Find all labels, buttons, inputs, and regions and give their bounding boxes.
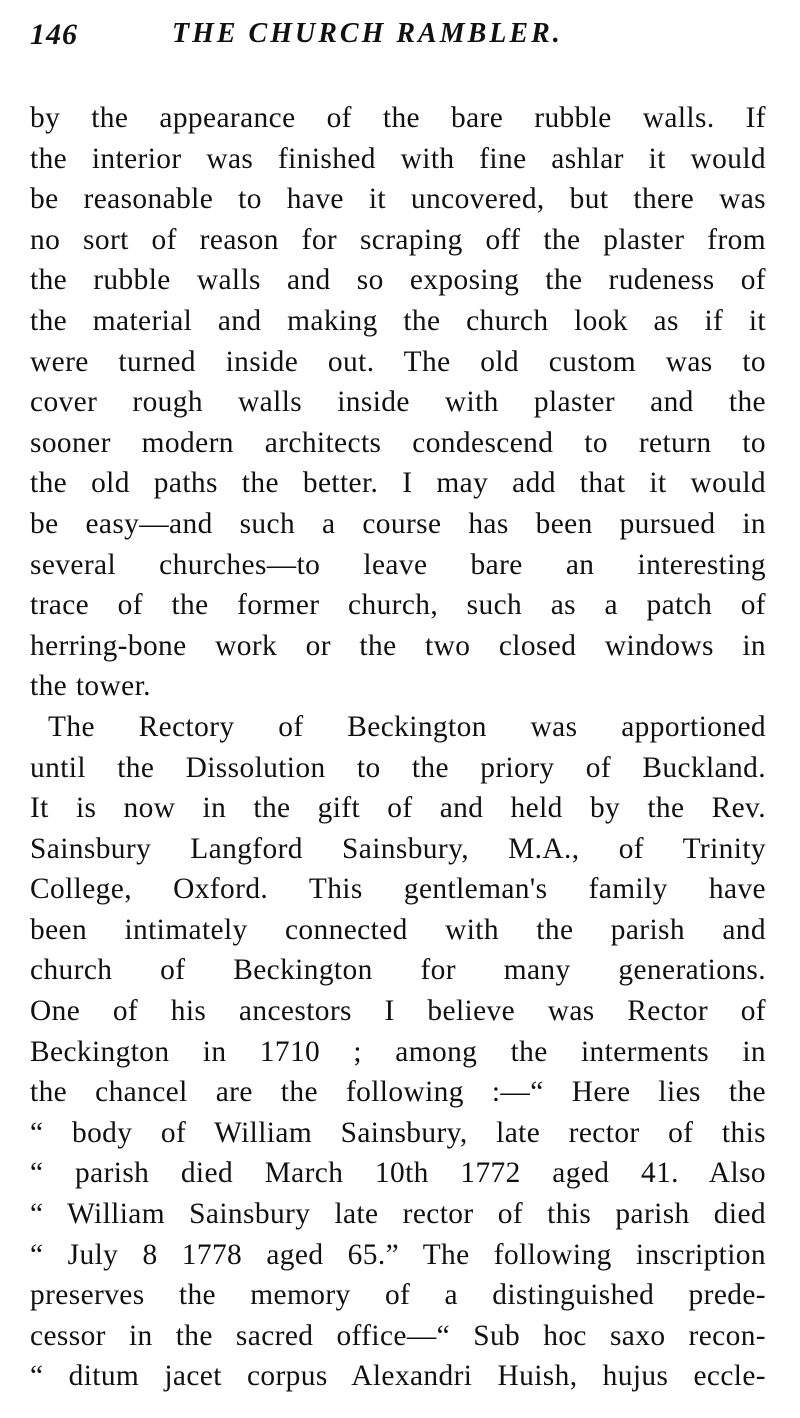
text-line: “ July 8 1778 aged 65.” The following inscription bbox=[30, 1238, 766, 1271]
running-title: THE CHURCH RAMBLER. bbox=[172, 18, 563, 49]
text-line: cover rough walls inside with plaster and the bbox=[30, 386, 766, 419]
text-line: the tower. bbox=[30, 670, 151, 703]
text-line: the material and making the church look as if it bbox=[30, 304, 766, 337]
text-line: College, Oxford. This gentleman's family have bbox=[30, 873, 766, 906]
text-line: no sort of reason for scraping off the plaster from bbox=[30, 223, 766, 256]
text-line: “ body of William Sainsbury, late rector of this bbox=[30, 1116, 766, 1149]
text-line: be reasonable to have it uncovered, but there was bbox=[30, 183, 766, 216]
text-line: “ William Sainsbury late rector of this parish died bbox=[30, 1198, 766, 1231]
text-line: several churches—to leave bare an interesting bbox=[30, 548, 766, 581]
text-line: church of Beckington for many generations. bbox=[30, 954, 766, 987]
text-line: by the appearance of the bare rubble walls. If bbox=[30, 102, 766, 134]
text-line: Beckington in 1710 ; among the interments in bbox=[30, 1035, 766, 1068]
text-line: It is now in the gift of and held by the Rev. bbox=[30, 792, 766, 825]
text-line: the chancel are the following :—“ Here lies the bbox=[30, 1076, 766, 1109]
text-line: The Rectory of Beckington was apportioned bbox=[48, 710, 766, 743]
text-line: preserves the memory of a distinguished prede- bbox=[30, 1279, 766, 1312]
text-line: the interior was finished with fine ashlar it would bbox=[30, 142, 766, 175]
text-line: herring-bone work or the two closed windows in bbox=[30, 629, 766, 662]
text-line: cessor in the sacred office—“ Sub hoc saxo recon- bbox=[30, 1319, 766, 1352]
text-line: be easy—and such a course has been pursued in bbox=[30, 507, 766, 540]
text-line: the rubble walls and so exposing the rudeness of bbox=[30, 264, 766, 297]
text-line: were turned inside out. The old custom was to bbox=[30, 345, 766, 378]
page-number: 146 bbox=[30, 18, 78, 51]
body-text bbox=[30, 98, 766, 1397]
text-line: the old paths the better. I may add that it would bbox=[30, 467, 766, 500]
text-line: been intimately connected with the parish and bbox=[30, 913, 766, 946]
text-line: until the Dissolution to the priory of Buckland. bbox=[30, 751, 766, 784]
text-line: One of his ancestors I believe was Rector of bbox=[30, 995, 766, 1028]
text-line: sooner modern architects condescend to return to bbox=[30, 426, 766, 459]
text-line: “ parish died March 10th 1772 aged 41. Also bbox=[30, 1157, 766, 1190]
text-line: Sainsbury Langford Sainsbury, M.A., of Trinity bbox=[30, 832, 766, 865]
running-head bbox=[30, 18, 770, 68]
text-line: trace of the former church, such as a patch of bbox=[30, 589, 766, 622]
text-line: “ ditum jacet corpus Alexandri Huish, hujus eccle- bbox=[30, 1360, 766, 1393]
